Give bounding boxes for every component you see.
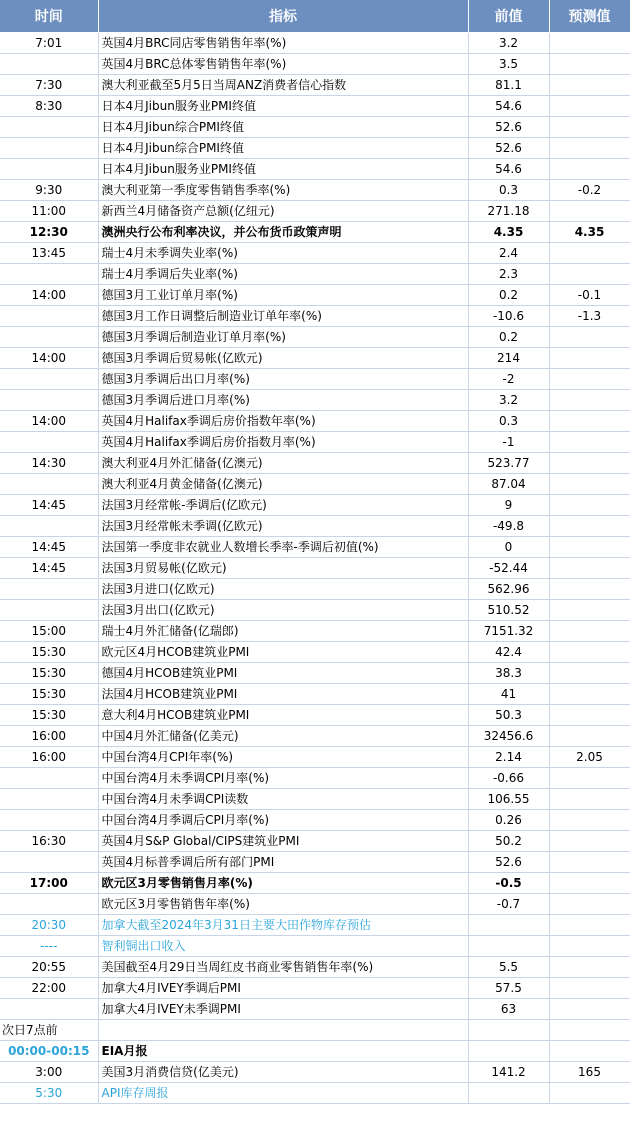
cell-indicator: 中国4月外汇储备(亿美元) [98,726,468,747]
cell-time [0,474,98,495]
cell-previous: 87.04 [468,474,549,495]
cell-time: 15:00 [0,621,98,642]
cell-indicator: 加拿大4月IVEY季调后PMI [98,978,468,999]
cell-indicator: API库存周报 [98,1083,468,1104]
header-indicator: 指标 [98,0,468,33]
cell-previous: -52.44 [468,558,549,579]
table-row [0,957,630,978]
cell-indicator: 欧元区4月HCOB建筑业PMI [98,642,468,663]
table-row [0,600,630,621]
cell-forecast [549,579,630,600]
cell-previous: 0.26 [468,810,549,831]
cell-time: 14:00 [0,285,98,306]
cell-indicator: 瑞士4月季调后失业率(%) [98,264,468,285]
cell-time [0,810,98,831]
cell-time: 9:30 [0,180,98,201]
table-row [0,1083,630,1104]
cell-time: 16:00 [0,747,98,768]
cell-time: 15:30 [0,684,98,705]
cell-indicator: 澳大利亚第一季度零售销售季率(%) [98,180,468,201]
cell-forecast [549,957,630,978]
cell-time [0,894,98,915]
cell-previous: 0.2 [468,285,549,306]
cell-time: 12:30 [0,222,98,243]
cell-forecast [549,327,630,348]
cell-previous: 57.5 [468,978,549,999]
table-row [0,369,630,390]
cell-previous: 52.6 [468,117,549,138]
cell-forecast [549,642,630,663]
cell-previous: 214 [468,348,549,369]
cell-previous: 2.14 [468,747,549,768]
cell-forecast [549,516,630,537]
cell-indicator: 日本4月Jibun综合PMI终值 [98,138,468,159]
header-row [0,0,630,33]
cell-indicator: 法国4月HCOB建筑业PMI [98,684,468,705]
cell-indicator: 德国3月季调后制造业订单月率(%) [98,327,468,348]
cell-forecast [549,159,630,180]
cell-previous [468,936,549,957]
cell-forecast [549,474,630,495]
cell-forecast [549,411,630,432]
cell-forecast [549,600,630,621]
cell-forecast [549,453,630,474]
cell-previous: 9 [468,495,549,516]
cell-indicator: 加拿大截至2024年3月31日主要大田作物库存预估 [98,915,468,936]
cell-indicator: 中国台湾4月CPI年率(%) [98,747,468,768]
cell-previous: 271.18 [468,201,549,222]
table-row [0,285,630,306]
cell-indicator: 英国4月BRC总体零售销售年率(%) [98,54,468,75]
cell-forecast [549,537,630,558]
cell-forecast [549,33,630,54]
cell-previous: 5.5 [468,957,549,978]
cell-forecast [549,201,630,222]
cell-indicator: 澳大利亚4月黄金储备(亿澳元) [98,474,468,495]
cell-forecast [549,54,630,75]
cell-time [0,369,98,390]
cell-time [0,390,98,411]
table-row [0,348,630,369]
cell-time: 3:00 [0,1062,98,1083]
cell-time: 14:30 [0,453,98,474]
table-body [0,33,630,1104]
table-row [0,642,630,663]
cell-time [0,138,98,159]
table-row [0,222,630,243]
cell-forecast [549,264,630,285]
cell-time: ---- [0,936,98,957]
cell-indicator: 新西兰4月储备资产总额(亿纽元) [98,201,468,222]
cell-indicator: 意大利4月HCOB建筑业PMI [98,705,468,726]
cell-previous: 38.3 [468,663,549,684]
cell-previous: -49.8 [468,516,549,537]
cell-empty [468,1020,549,1041]
cell-previous: 52.6 [468,852,549,873]
cell-forecast [549,1083,630,1104]
table-row [0,768,630,789]
cell-forecast [549,663,630,684]
cell-previous: 523.77 [468,453,549,474]
cell-time: 15:30 [0,642,98,663]
cell-indicator: 英国4月BRC同店零售销售年率(%) [98,33,468,54]
table-row [0,201,630,222]
cell-time [0,789,98,810]
cell-forecast: -0.2 [549,180,630,201]
cell-indicator: 中国台湾4月季调后CPI月率(%) [98,810,468,831]
table-row [0,159,630,180]
table-row [0,411,630,432]
table-row [0,558,630,579]
cell-indicator: 美国3月消费信贷(亿美元) [98,1062,468,1083]
cell-indicator: 法国3月进口(亿欧元) [98,579,468,600]
cell-indicator: 法国3月出口(亿欧元) [98,600,468,621]
cell-time: 7:30 [0,75,98,96]
table-row [0,663,630,684]
cell-forecast [549,96,630,117]
cell-previous: 0 [468,537,549,558]
table-row [0,180,630,201]
cell-forecast [549,432,630,453]
cell-forecast: -0.1 [549,285,630,306]
cell-indicator: 瑞士4月未季调失业率(%) [98,243,468,264]
cell-time [0,432,98,453]
cell-previous: 50.2 [468,831,549,852]
table-row [0,1020,630,1041]
cell-indicator: 德国3月工业订单月率(%) [98,285,468,306]
cell-time: 7:01 [0,33,98,54]
cell-time: 8:30 [0,96,98,117]
cell-time: 15:30 [0,663,98,684]
cell-previous: 32456.6 [468,726,549,747]
cell-time: 16:30 [0,831,98,852]
table-row [0,789,630,810]
cell-forecast [549,831,630,852]
cell-indicator: EIA月报 [98,1041,468,1062]
cell-forecast [549,243,630,264]
cell-previous: 106.55 [468,789,549,810]
cell-indicator: 德国3月季调后贸易帐(亿欧元) [98,348,468,369]
table-row [0,726,630,747]
cell-time [0,768,98,789]
cell-indicator: 澳洲央行公布利率决议，并公布货币政策声明 [98,222,468,243]
cell-indicator: 日本4月Jibun服务业PMI终值 [98,96,468,117]
cell-previous: 141.2 [468,1062,549,1083]
table-row [0,474,630,495]
cell-indicator: 智利铜出口收入 [98,936,468,957]
cell-time: 17:00 [0,873,98,894]
cell-forecast [549,348,630,369]
table-row [0,705,630,726]
cell-forecast [549,684,630,705]
cell-indicator: 法国3月经常帐-季调后(亿欧元) [98,495,468,516]
cell-indicator: 英国4月Halifax季调后房价指数年率(%) [98,411,468,432]
cell-forecast [549,75,630,96]
table-row [0,810,630,831]
table-row [0,684,630,705]
cell-forecast [549,936,630,957]
cell-forecast [549,138,630,159]
cell-previous: 3.2 [468,390,549,411]
table-row [0,54,630,75]
cell-forecast [549,768,630,789]
table-header [0,0,630,33]
cell-previous: -0.5 [468,873,549,894]
cell-previous: 63 [468,999,549,1020]
cell-time: 14:45 [0,537,98,558]
cell-previous: 2.3 [468,264,549,285]
cell-previous: 41 [468,684,549,705]
table-row [0,327,630,348]
cell-forecast [549,789,630,810]
cell-indicator: 美国截至4月29日当周红皮书商业零售销售年率(%) [98,957,468,978]
cell-indicator: 英国4月S&P Global/CIPS建筑业PMI [98,831,468,852]
cell-time [0,264,98,285]
cell-previous: -2 [468,369,549,390]
cell-indicator: 法国第一季度非农就业人数增长季率-季调后初值(%) [98,537,468,558]
table-row [0,432,630,453]
cell-time: 14:45 [0,495,98,516]
cell-forecast [549,894,630,915]
table-row [0,999,630,1020]
table-row [0,936,630,957]
cell-time: 次日7点前 [0,1020,98,1041]
cell-indicator: 欧元区3月零售销售年率(%) [98,894,468,915]
cell-indicator: 法国3月经常帐未季调(亿欧元) [98,516,468,537]
table-row [0,138,630,159]
cell-time [0,579,98,600]
cell-forecast: 165 [549,1062,630,1083]
cell-time: 14:00 [0,348,98,369]
cell-previous: 54.6 [468,159,549,180]
cell-forecast [549,852,630,873]
table-row [0,306,630,327]
cell-forecast: 4.35 [549,222,630,243]
cell-time: 5:30 [0,1083,98,1104]
cell-forecast [549,873,630,894]
table-row [0,831,630,852]
cell-previous: 50.3 [468,705,549,726]
table-row [0,894,630,915]
cell-time: 00:00-00:15 [0,1041,98,1062]
cell-forecast [549,915,630,936]
cell-indicator: 日本4月Jibun综合PMI终值 [98,117,468,138]
cell-indicator: 日本4月Jibun服务业PMI终值 [98,159,468,180]
cell-time [0,600,98,621]
cell-forecast [549,810,630,831]
cell-indicator: 欧元区3月零售销售月率(%) [98,873,468,894]
table-row [0,390,630,411]
cell-forecast [549,495,630,516]
cell-time [0,852,98,873]
cell-previous: 0.2 [468,327,549,348]
table-row [0,537,630,558]
table-row [0,873,630,894]
table-row [0,621,630,642]
cell-time [0,327,98,348]
table-row [0,1062,630,1083]
cell-previous: 42.4 [468,642,549,663]
table-row [0,33,630,54]
cell-previous: -0.7 [468,894,549,915]
cell-previous: 2.4 [468,243,549,264]
cell-previous: 7151.32 [468,621,549,642]
cell-empty [549,1020,630,1041]
table-row [0,516,630,537]
cell-previous: -10.6 [468,306,549,327]
cell-time: 14:00 [0,411,98,432]
cell-time: 20:30 [0,915,98,936]
cell-previous [468,1041,549,1062]
cell-time [0,516,98,537]
cell-time: 13:45 [0,243,98,264]
cell-indicator: 英国4月标普季调后所有部门PMI [98,852,468,873]
cell-previous: 52.6 [468,138,549,159]
cell-time: 14:45 [0,558,98,579]
cell-forecast [549,999,630,1020]
table-row [0,264,630,285]
cell-time: 16:00 [0,726,98,747]
table-row [0,579,630,600]
cell-previous: 562.96 [468,579,549,600]
cell-indicator: 澳大利亚截至5月5日当周ANZ消费者信心指数 [98,75,468,96]
header-time: 时间 [0,0,98,33]
cell-indicator: 德国3月工作日调整后制造业订单年率(%) [98,306,468,327]
cell-previous: 3.2 [468,33,549,54]
cell-forecast [549,1041,630,1062]
cell-indicator: 澳大利亚4月外汇储备(亿澳元) [98,453,468,474]
cell-forecast [549,705,630,726]
table-row [0,915,630,936]
cell-previous: -1 [468,432,549,453]
table-row [0,243,630,264]
cell-indicator: 加拿大4月IVEY未季调PMI [98,999,468,1020]
cell-indicator: 瑞士4月外汇储备(亿瑞郎) [98,621,468,642]
cell-forecast [549,390,630,411]
cell-forecast: -1.3 [549,306,630,327]
table-row [0,75,630,96]
cell-time [0,999,98,1020]
table-row [0,978,630,999]
cell-previous: -0.66 [468,768,549,789]
table-row [0,96,630,117]
cell-time [0,117,98,138]
cell-forecast [549,558,630,579]
cell-empty [98,1020,468,1041]
cell-time [0,159,98,180]
table-row [0,1041,630,1062]
cell-forecast [549,117,630,138]
cell-forecast: 2.05 [549,747,630,768]
cell-indicator: 法国3月贸易帐(亿欧元) [98,558,468,579]
table-row [0,117,630,138]
table-row [0,453,630,474]
table-row [0,747,630,768]
cell-forecast [549,621,630,642]
cell-previous [468,1083,549,1104]
cell-previous [468,915,549,936]
cell-time: 11:00 [0,201,98,222]
cell-time: 22:00 [0,978,98,999]
cell-forecast [549,369,630,390]
cell-previous: 0.3 [468,411,549,432]
cell-indicator: 德国4月HCOB建筑业PMI [98,663,468,684]
cell-indicator: 德国3月季调后出口月率(%) [98,369,468,390]
header-forecast: 预测值 [549,0,630,33]
cell-indicator: 中国台湾4月未季调CPI读数 [98,789,468,810]
table-row [0,852,630,873]
cell-previous: 510.52 [468,600,549,621]
cell-time [0,54,98,75]
cell-time: 15:30 [0,705,98,726]
header-previous: 前值 [468,0,549,33]
cell-previous: 3.5 [468,54,549,75]
cell-indicator: 中国台湾4月未季调CPI月率(%) [98,768,468,789]
cell-indicator: 英国4月Halifax季调后房价指数月率(%) [98,432,468,453]
cell-previous: 81.1 [468,75,549,96]
cell-previous: 54.6 [468,96,549,117]
cell-previous: 4.35 [468,222,549,243]
cell-forecast [549,726,630,747]
cell-indicator: 德国3月季调后进口月率(%) [98,390,468,411]
cell-time [0,306,98,327]
cell-time: 20:55 [0,957,98,978]
cell-previous: 0.3 [468,180,549,201]
cell-forecast [549,978,630,999]
table-row [0,495,630,516]
